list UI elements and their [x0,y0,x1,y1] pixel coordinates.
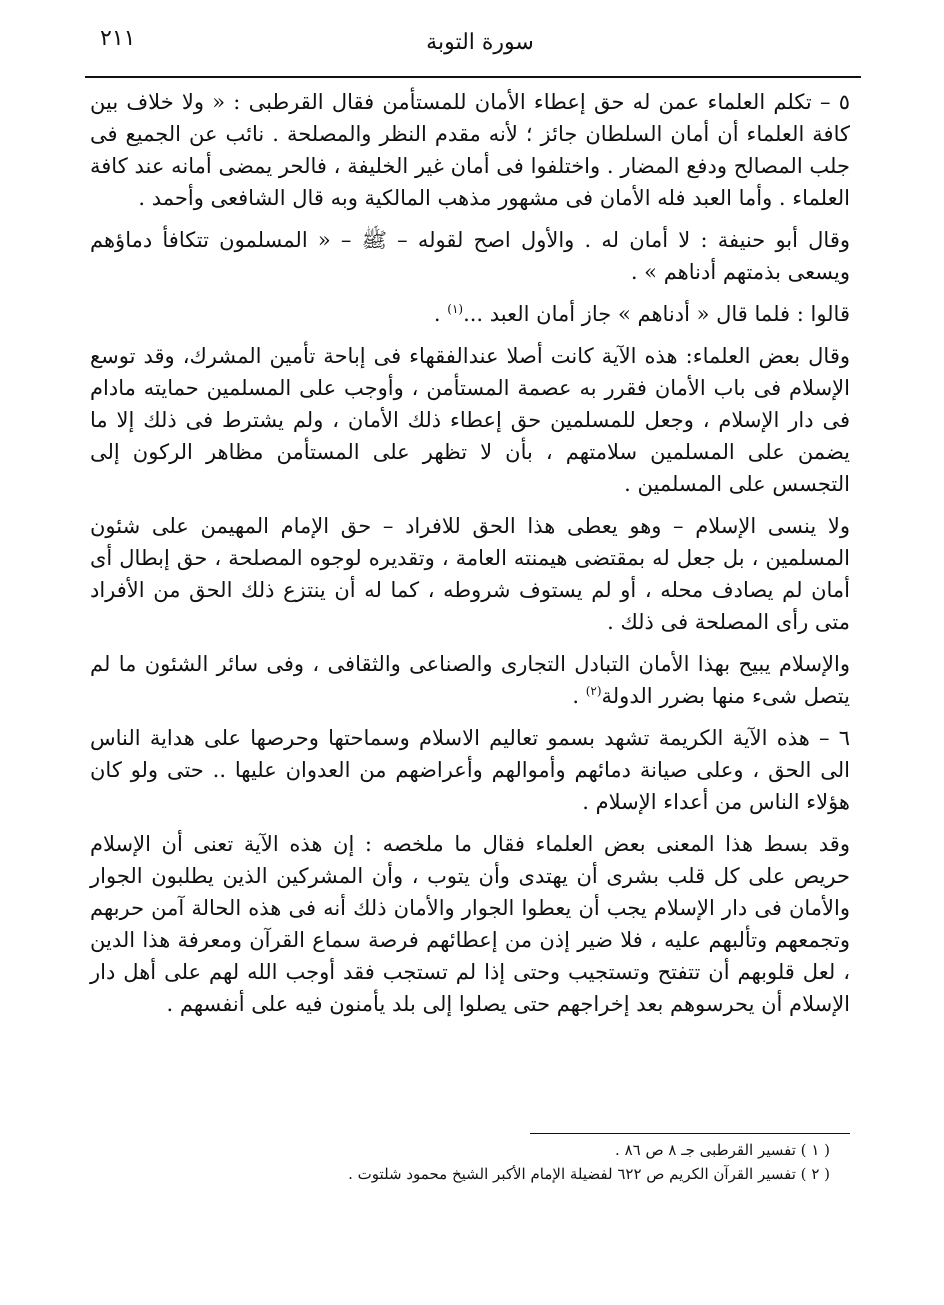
paragraph-text: والإسلام يبيح بهذا الأمان التبادل التجارى والصناعى والثقافى ، وفى سائر الشئون ما لم يتصل شىء منها بضرر الدولة [90,652,850,708]
footnote: ( ٢ ) تفسير القرآن الكريم ص ٦٢٢ لفضيلة الإمام الأكبر الشيخ محمود شلتوت . [348,1165,830,1183]
paragraph [90,510,850,638]
header-divider [85,76,861,78]
paragraph-text: وقال بعض العلماء: هذه الآية كانت أصلا عندالفقهاء فى إباحة تأمين المشرك، وقد توسع الإسلام فى باب الأمان فقرر به عصمة المستأمن ، وأوجب على المسلمين حمايته مادام فى دار الإسلام ، وجعل للمسلمين حق إعطاء ذلك الأمان ، ولم يشترط فى ذلك إلا ما يضمن على المسلمين سلامتهم ، بأن لا تظهر على المستأمن مظاهر الركون إلى التجسس على المسلمين . [90,344,850,496]
footnote-reference: (١) [447,302,464,316]
page-number: ٢١١ [100,26,136,51]
running-header-title: سورة التوبة [426,30,534,55]
footnotes [200,1138,830,1186]
paragraph [90,340,850,500]
paragraph-text: ولا ينسى الإسلام – وهو يعطى هذا الحق للافراد – حق الإمام المهيمن على شئون المسلمين ، بل جعل له بمقتضى هيمنته العامة ، وتقديره لوجوه المصلحة ، حق إبطال أى أمان لم يصادف محله ، أو لم يستوف شروطه ، كما له أن ينتزع ذلك الحق من الأفراد متى رأى المصلحة فى ذلك . [90,514,850,634]
paragraph-tail: . [572,684,586,708]
paragraph [90,298,850,330]
paragraph-text: قالوا : فلما قال « أدناهم » جاز أمان العبد ... [463,302,850,326]
paragraph [90,648,850,712]
body-text [90,86,850,1020]
footnote: ( ١ ) تفسير القرطبى جـ ٨ ص ٨٦ . [615,1141,830,1159]
paragraph-tail: . [433,302,448,326]
paragraph-text: ٦ – هذه الآية الكريمة تشهد بسمو تعاليم الاسلام وسماحتها وحرصها على هداية الناس الى الحق ، وعلى صيانة دمائهم وأموالهم وأعراضهم من العدوان عليها .. حتى ولو كان هؤلاء الناس من أعداء الإسلام . [90,726,850,814]
footnote-divider [530,1133,850,1134]
paragraph [90,828,850,1020]
paragraph-text: وقد بسط هذا المعنى بعض العلماء فقال ما ملخصه : إن هذه الآية تعنى أن الإسلام حريص على كل قلب بشرى أن يهتدى وأن يتوب ، وأن المشركين الذين يطلبون الجوار والأمان فى دار الإسلام يجب أن يعطوا الجوار والأمان ذلك أنه فى هذه الحالة آمن حربهم وتجمعهم وتألبهم عليه ، فلا ضير إذن من إعطائهم فرصة سماع القرآن ومعرفة هذا الدين ، لعل قلوبهم أن تتفتح وتستجيب وحتى إذا لم تستجب فقد أوجب الله لهم على أهل دار الإسلام أن يحرسوهم بعد إخراجهم حتى يصلوا إلى بلد يأمنون فيه على أنفسهم . [90,832,850,1016]
paragraph [90,86,850,214]
paragraph [90,224,850,288]
paragraph-text: وقال أبو حنيفة : لا أمان له . والأول اصح لقوله – ﷺ – « المسلمون تتكافأ دماؤهم ويسعى بذمتهم أدناهم » . [90,228,850,284]
footnote-reference: (٢) [585,684,602,698]
paragraph [90,722,850,818]
paragraph-text: ٥ – تكلم العلماء عمن له حق إعطاء الأمان للمستأمن فقال القرطبى : « ولا خلاف بين كافة العلماء أن أمان السلطان جائز ؛ لأنه مقدم النظر والمصلحة . نائب عن الجميع فى جلب المصالح ودفع المضار . واختلفوا فى أمان غير الخليفة ، فالحر يمضى أمانه عند كافة العلماء . وأما العبد فله الأمان فى مشهور مذهب المالكية وبه قال الشافعى وأحمد . [90,90,850,210]
